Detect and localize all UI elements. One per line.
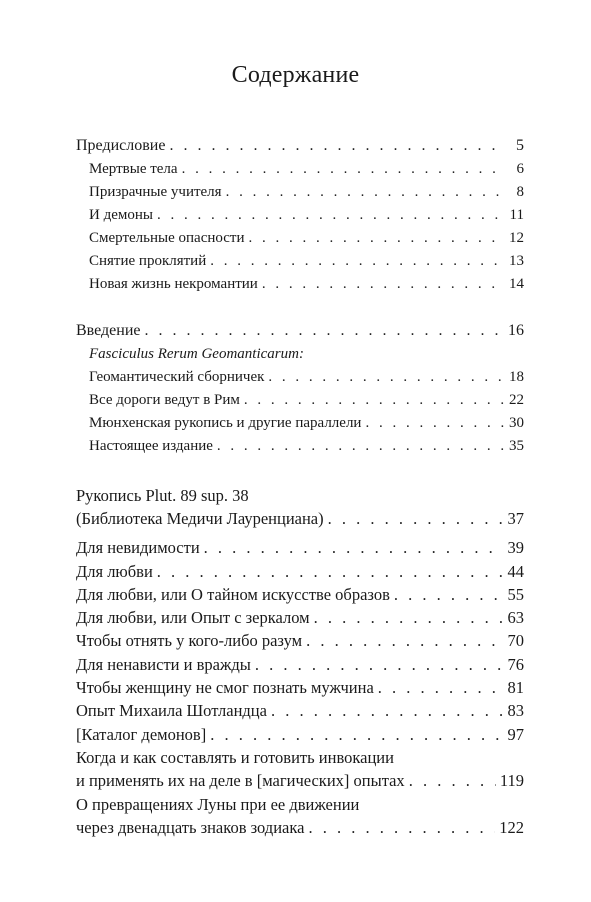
toc-entry-label: Опыт Михаила Шотландца xyxy=(76,701,267,720)
toc-entry-page: 11 xyxy=(509,207,524,223)
invocations-line1: Когда и как составлять и готовить инвокации xyxy=(76,748,394,767)
toc-entry-label: [Каталог демонов] xyxy=(76,725,207,744)
toc-subentry xyxy=(89,369,524,386)
toc-entry-page: 70 xyxy=(507,631,524,650)
dot-leader xyxy=(145,322,505,340)
toc-entry-label: и применять их на деле в [магических] опытах xyxy=(76,771,405,790)
toc-entry xyxy=(76,678,524,698)
toc-subentry xyxy=(89,438,524,455)
toc-entry-page: 122 xyxy=(499,818,524,837)
toc-entry xyxy=(76,631,524,651)
dot-leader xyxy=(182,161,504,178)
toc-entry-page: 39 xyxy=(507,538,524,557)
dot-leader xyxy=(365,415,504,432)
toc-entry-page: 6 xyxy=(516,161,524,177)
toc-entry-page: 83 xyxy=(507,701,524,720)
dot-leader xyxy=(210,725,503,745)
toc-entry-page: 14 xyxy=(509,276,524,292)
page-title: Содержание xyxy=(231,62,360,88)
toc-entry xyxy=(76,608,524,628)
dot-leader xyxy=(210,253,504,270)
toc-entry-page: 13 xyxy=(509,253,524,269)
toc-entry-label: Все дороги ведут в Рим xyxy=(89,392,240,408)
dot-leader xyxy=(308,818,495,838)
toc-entry-preface xyxy=(76,137,524,155)
toc-entry-page: 119 xyxy=(499,771,524,790)
toc-entry-label: Введение xyxy=(76,322,141,339)
toc-entry-page: 97 xyxy=(507,725,524,744)
dot-leader xyxy=(271,701,504,721)
toc-entry-page: 12 xyxy=(509,230,524,246)
toc-entry-label: Предисловие xyxy=(76,137,166,154)
toc-entry xyxy=(76,562,524,582)
dot-leader xyxy=(255,655,504,675)
dot-leader xyxy=(394,585,504,605)
dot-leader xyxy=(226,184,504,201)
toc-entry-page: 30 xyxy=(509,415,524,431)
toc-entry-label: (Библиотека Медичи Лауренциана) xyxy=(76,509,324,528)
toc-subentry xyxy=(89,184,524,201)
toc-entry-label: Снятие проклятий xyxy=(89,253,207,269)
toc-entry xyxy=(76,585,524,605)
toc-entry-label: И демоны xyxy=(89,207,153,223)
toc-entry-page: 76 xyxy=(507,655,524,674)
toc-entry-label: Для невидимости xyxy=(76,538,200,557)
fasciculus-heading: Fasciculus Rerum Geomanticarum: xyxy=(89,346,304,362)
toc-entry-label: Смертельные опасности xyxy=(89,230,245,246)
toc-subentry xyxy=(89,207,524,224)
toc-entry-page: 5 xyxy=(516,137,524,154)
toc-subentry xyxy=(89,415,524,432)
toc-entry-page: 18 xyxy=(509,369,524,385)
toc-subentry xyxy=(89,392,524,409)
dot-leader xyxy=(217,438,504,455)
toc-entry-manuscript xyxy=(76,509,524,529)
toc-subentry xyxy=(89,253,524,270)
dot-leader xyxy=(268,369,504,386)
toc-entry-page: 35 xyxy=(509,438,524,454)
toc-entry-label: через двенадцать знаков зодиака xyxy=(76,818,305,837)
toc-entry-page: 55 xyxy=(507,585,524,604)
toc-entry-label: Чтобы отнять у кого-либо разум xyxy=(76,631,303,650)
toc-entry-page: 44 xyxy=(507,562,524,581)
toc-entry xyxy=(76,725,524,745)
toc-entry-label: Для любви xyxy=(76,562,153,581)
toc-entry-page: 63 xyxy=(507,608,524,627)
toc-subentry xyxy=(89,276,524,293)
toc-entry-label: Чтобы женщину не смог познать мужчина xyxy=(76,678,374,697)
moon-line1: О превращениях Луны при ее движении xyxy=(76,795,360,814)
dot-leader xyxy=(314,608,504,628)
toc-entry-page: 8 xyxy=(516,184,524,200)
toc-entry-moon xyxy=(76,818,524,838)
toc-entry-label: Геомантический сборничек xyxy=(89,369,265,385)
toc-entry-label: Мертвые тела xyxy=(89,161,178,177)
toc-entry-label: Для любви, или Опыт с зеркалом xyxy=(76,608,310,627)
dot-leader xyxy=(409,771,496,791)
toc-entry-introduction xyxy=(76,322,524,340)
toc-entry-page: 22 xyxy=(509,392,524,408)
toc-entry-page: 81 xyxy=(507,678,524,697)
toc-subentry xyxy=(89,230,524,247)
toc-entry-invocations xyxy=(76,771,524,791)
dot-leader xyxy=(157,207,504,224)
dot-leader xyxy=(378,678,504,698)
toc-entry-label: Призрачные учителя xyxy=(89,184,222,200)
toc-entry-label: Мюнхенская рукопись и другие параллели xyxy=(89,415,362,431)
dot-leader xyxy=(169,137,504,155)
toc-entry-label: Для любви, или О тайном искусстве образов xyxy=(76,585,390,604)
dot-leader xyxy=(328,509,504,529)
toc-entry-label: Новая жизнь некромантии xyxy=(89,276,258,292)
dot-leader xyxy=(157,562,504,582)
dot-leader xyxy=(204,538,504,558)
manuscript-heading: Рукопись Plut. 89 sup. 38 xyxy=(76,486,249,505)
dot-leader xyxy=(306,631,503,651)
toc-entry-label: Настоящее издание xyxy=(89,438,213,454)
toc-entry-label: Для ненависти и вражды xyxy=(76,655,251,674)
toc-subentry xyxy=(89,161,524,178)
dot-leader xyxy=(249,230,505,247)
toc-entry xyxy=(76,655,524,675)
dot-leader xyxy=(244,392,504,409)
toc-entry xyxy=(76,538,524,558)
dot-leader xyxy=(262,276,504,293)
toc-entry-page: 16 xyxy=(508,322,524,339)
toc-entry-page: 37 xyxy=(507,509,524,528)
toc-entry xyxy=(76,701,524,721)
